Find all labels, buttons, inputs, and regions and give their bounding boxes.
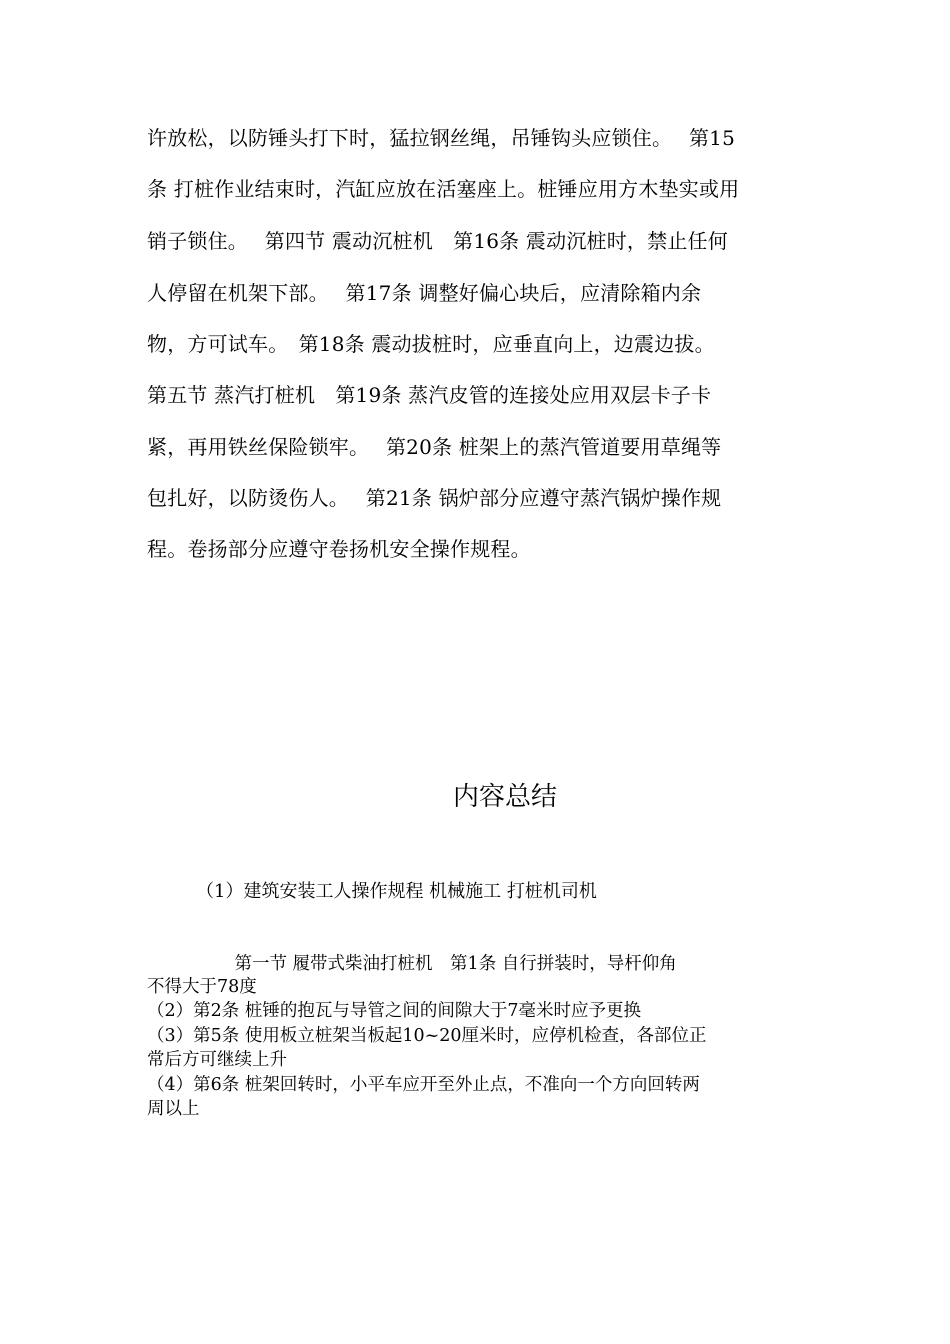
body-text-line-4: 人停留在机架下部。 第17条 调整好偏心块后，应清除箱内余 bbox=[147, 281, 702, 305]
body-text-line-6: 第五节 蒸汽打桩机 第19条 蒸汽皮管的连接处应用双层卡子卡 bbox=[147, 383, 712, 407]
summary-line-3: （2）第2条 桩锤的抱瓦与导管之间的间隙大于7毫米时应予更换 bbox=[147, 1001, 641, 1021]
summary-line-5: 常后方可继续上升 bbox=[147, 1050, 287, 1070]
summary-title: 内容总结 bbox=[452, 782, 557, 812]
summary-line-6: （4）第6条 桩架回转时，小平车应开至外止点，不准向一个方向回转两 bbox=[147, 1075, 700, 1095]
body-text-line-1: 许放松，以防锤头打下时，猛拉钢丝绳，吊锤钩头应锁住。 第15 bbox=[147, 126, 736, 150]
body-text-line-7: 紧，再用铁丝保险锁牢。 第20条 桩架上的蒸汽管道要用草绳等 bbox=[147, 435, 722, 459]
summary-line-2: 不得大于78度 bbox=[147, 977, 257, 997]
summary-line-4: （3）第5条 使用板立桩架当板起10~20厘米时，应停机检查，各部位正 bbox=[147, 1026, 707, 1046]
summary-line-7: 周以上 bbox=[147, 1099, 200, 1119]
summary-line-1: 第一节 履带式柴油打桩机 第1条 自行拼装时，导杆仰角 bbox=[147, 954, 677, 974]
body-text-line-9: 程。卷扬部分应遵守卷扬机安全操作规程。 bbox=[147, 537, 531, 561]
body-text-line-5: 物，方可试车。 第18条 震动拔桩时，应垂直向上，边震边拔。 bbox=[147, 332, 715, 356]
body-text-line-3: 销子锁住。 第四节 震动沉桩机 第16条 震动沉桩时，禁止任何 bbox=[147, 229, 728, 253]
body-text-line-8: 包扎好，以防烫伤人。 第21条 锅炉部分应遵守蒸汽锅炉操作规 bbox=[147, 486, 722, 510]
summary-heading: （1）建筑安装工人操作规程 机械施工 打桩机司机 bbox=[196, 881, 597, 902]
body-text-line-2: 条 打桩作业结束时，汽缸应放在活塞座上。桩锤应用方木垫实或用 bbox=[147, 177, 740, 201]
